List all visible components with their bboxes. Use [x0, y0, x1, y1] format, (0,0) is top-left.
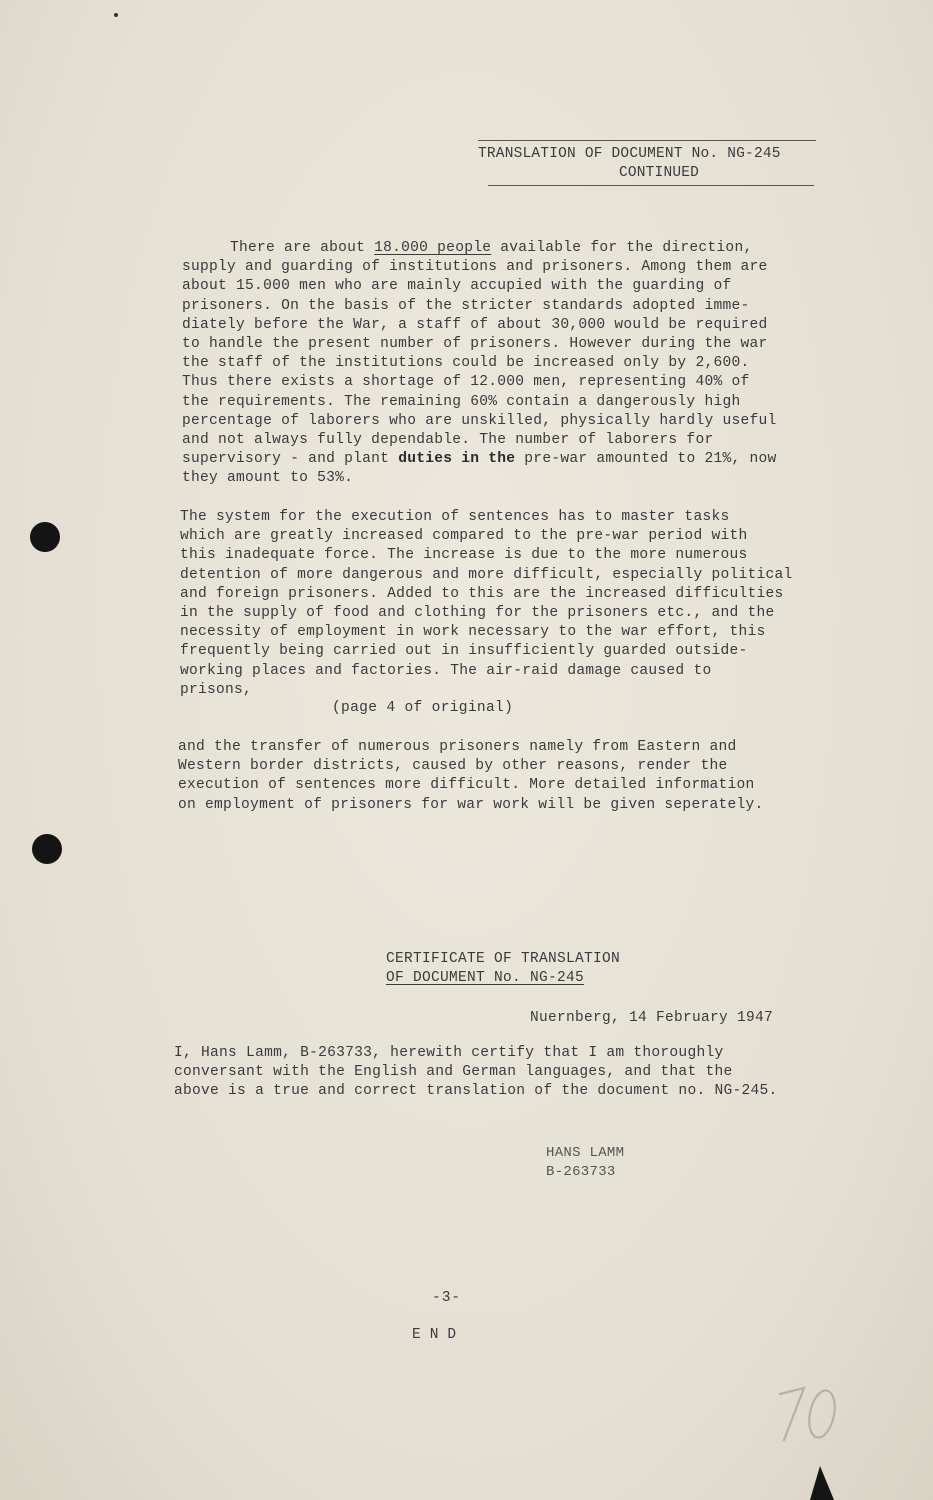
header-title: TRANSLATION OF DOCUMENT No. NG-245	[478, 146, 781, 162]
bold-text: duties in the	[398, 451, 516, 468]
header-subtitle: CONTINUED	[618, 165, 700, 181]
header-rule-top	[478, 140, 816, 141]
text-line: Thus there exists a shortage of 12.000 men, representing 40% of	[182, 374, 750, 391]
text-line: this inadequate force. The increase is due to the more numerous	[180, 547, 748, 564]
speck-icon	[112, 10, 120, 20]
certificate-heading	[386, 950, 620, 987]
text-line: and the transfer of numerous prisoners namely from Eastern and	[178, 739, 737, 755]
underlined-figure: 18.000 people	[374, 240, 492, 256]
paragraph-certification	[174, 1044, 778, 1102]
paragraph-transfer	[178, 738, 764, 815]
text-line: and not always fully dependable. The number of laborers for	[182, 431, 714, 448]
header-rule-bottom	[488, 185, 814, 186]
signature-name: HANS LAMM	[546, 1145, 625, 1161]
text-line: which are greatly increased compared to the pre-war period with	[180, 528, 748, 545]
text-line: the staff of the institutions could be increased only by 2,600.	[182, 355, 750, 372]
text-line: diately before the War, a staff of about 30,000 would be required	[182, 316, 768, 333]
text-span: There are about	[230, 240, 375, 256]
text-line: about 15.000 men who are mainly accupied with the guarding of	[182, 278, 732, 295]
text-span: pre-war amounted to 21%, now	[515, 451, 777, 468]
text-line: working places and factories. The air-raid damage caused to	[180, 662, 712, 679]
handwritten-number-icon	[770, 1372, 850, 1452]
text-line: I, Hans Lamm, B-263733, herewith certify that I am thoroughly	[174, 1045, 724, 1061]
signature-id: B-263733	[546, 1164, 616, 1180]
text-line: above is a true and correct translation of the document no. NG-245.	[174, 1083, 778, 1100]
text-line: execution of sentences more difficult. More detailed information	[178, 777, 755, 794]
text-line: necessity of employment in work necessary to the war effort, this	[180, 624, 766, 641]
text-span: available for the direction,	[491, 240, 753, 256]
paragraph-staff-shortage	[182, 239, 777, 488]
punch-hole	[32, 834, 62, 864]
paragraph-execution-system	[180, 508, 793, 700]
page-reference: (page 4 of original)	[332, 700, 514, 716]
text-line: to handle the present number of prisoners. However during the war	[182, 335, 768, 352]
certificate-document-ref: OF DOCUMENT No. NG-245	[386, 969, 585, 986]
text-line: percentage of laborers who are unskilled, physically hardly useful	[182, 412, 777, 429]
text-line: the requirements. The remaining 60% contain a dangerously high	[182, 393, 741, 410]
text-line: supply and guarding of institutions and prisoners. Among them are	[182, 259, 768, 276]
text-line: prisoners. On the basis of the stricter standards adopted imme-	[182, 297, 750, 314]
text-line: Western border districts, caused by other reasons, render the	[178, 758, 728, 775]
text-line: on employment of prisoners for war work will be given seperately.	[178, 796, 764, 813]
text-span: supervisory - and plant	[182, 451, 399, 468]
certificate-title: CERTIFICATE OF TRANSLATION	[386, 951, 621, 967]
end-mark: END	[412, 1327, 466, 1343]
text-line: in the supply of food and clothing for the prisoners etc., and the	[180, 604, 775, 621]
page-number: -3-	[432, 1290, 462, 1306]
text-line	[182, 450, 777, 469]
text-line: frequently being carried out in insufficiently guarded outside-	[180, 643, 748, 660]
text-line: prisons,	[180, 681, 253, 698]
text-line: The system for the execution of sentences has to master tasks	[180, 509, 730, 525]
place-date: Nuernberg, 14 February 1947	[530, 1010, 774, 1026]
document-header	[478, 140, 816, 186]
text-line: they amount to 53%.	[182, 470, 354, 487]
corner-mark-icon	[808, 1466, 834, 1500]
text-line	[182, 239, 777, 258]
signature-block	[546, 1144, 624, 1182]
text-line: detention of more dangerous and more difficult, especially political	[180, 566, 793, 583]
text-line: conversant with the English and German languages, and that the	[174, 1064, 733, 1081]
text-line: and foreign prisoners. Added to this are the increased difficulties	[180, 585, 784, 602]
punch-hole	[30, 522, 60, 552]
